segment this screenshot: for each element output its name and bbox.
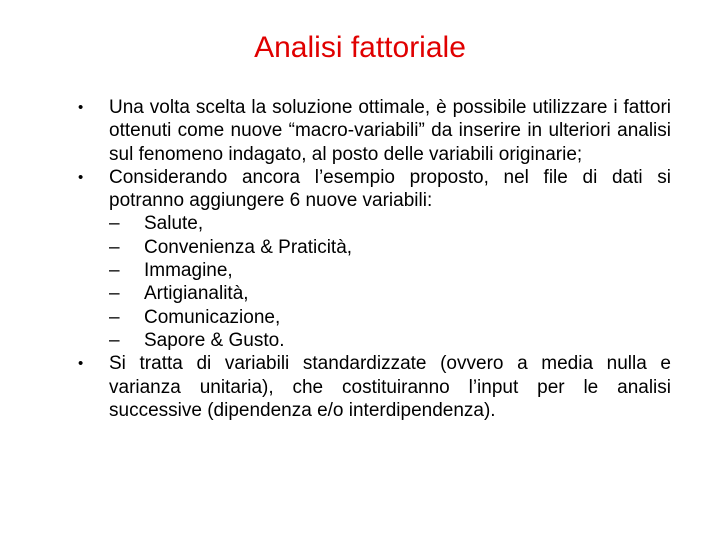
dash-marker: – (109, 236, 120, 258)
sub-item-text: Sapore & Gusto. (144, 329, 285, 351)
bullet-list (78, 96, 671, 422)
sub-list-item (78, 212, 671, 235)
sub-list-item (78, 259, 671, 282)
bullet-marker: • (78, 355, 84, 373)
dash-marker: – (109, 213, 120, 235)
sub-item-text: Artigianalità, (144, 283, 249, 305)
sub-list-item (78, 236, 671, 259)
bullet-text: Una volta scelta la soluzione ottimale, è possibile utilizzare i fattori ottenuti come nuove “macro-variabili” da inserire in ulteriori analisi sul fenomeno indagato, al posto delle variabili originarie; (109, 97, 671, 165)
sub-list-item (78, 329, 671, 352)
bullet-marker: • (78, 99, 84, 116)
dash-marker: – (109, 260, 120, 282)
dash-marker: – (109, 329, 120, 351)
sub-item-text: Comunicazione, (144, 306, 281, 328)
slide-title: Analisi fattoriale (254, 31, 466, 64)
sub-item-text: Convenienza & Praticità, (144, 236, 353, 258)
bullet-item (78, 352, 671, 422)
dash-marker: – (109, 306, 120, 328)
dash-marker: – (109, 283, 120, 305)
bullet-item (78, 96, 671, 166)
sub-item-text: Salute, (144, 213, 204, 235)
bullet-item (78, 166, 671, 213)
bullet-text: Si tratta di variabili standardizzate (ovvero a media nulla e varianza unitaria), che costituiranno l’input per le analisi successive (dipendenza e/o interdipendenza). (109, 353, 671, 421)
sub-item-text: Immagine, (144, 260, 233, 282)
bullet-text: Considerando ancora l’esempio proposto, nel file di dati si potranno aggiungere 6 nuove variabili: (109, 166, 671, 212)
sub-list-item (78, 306, 671, 329)
sub-list-item (78, 282, 671, 305)
bullet-marker: • (78, 168, 84, 186)
